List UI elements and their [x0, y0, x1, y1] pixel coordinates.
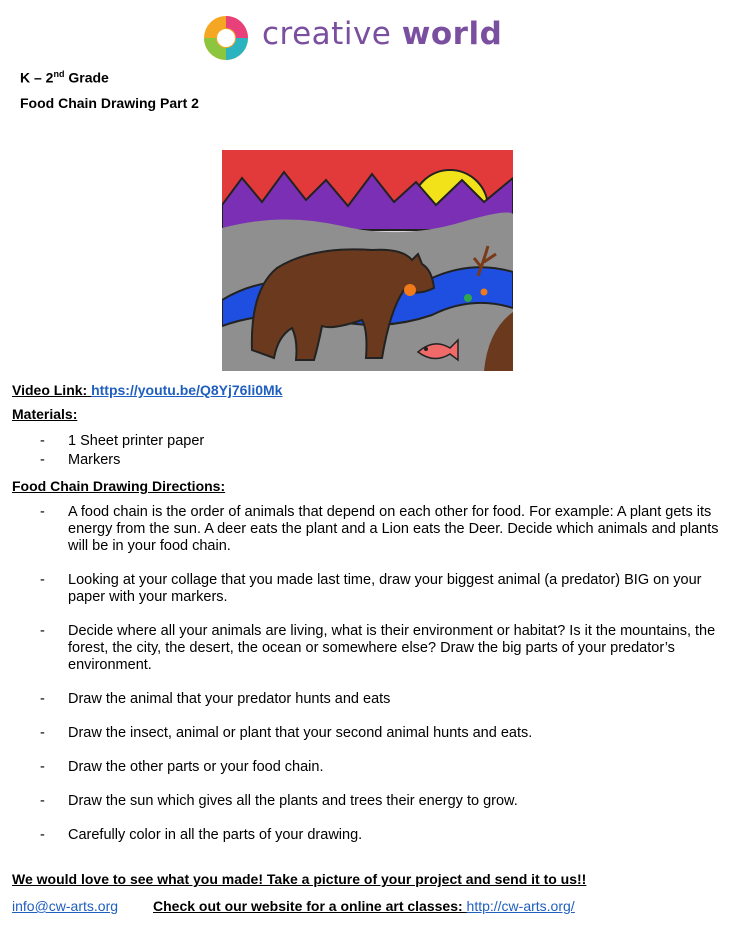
video-link-label: Video Link: [12, 382, 88, 398]
grade-level: K – 2nd Grade [20, 69, 109, 86]
website-line [153, 898, 575, 914]
directions-list [38, 504, 728, 861]
list-item: - Markers [38, 452, 728, 469]
bear-food-chain-artwork [222, 150, 513, 371]
materials-heading: Materials: [12, 406, 78, 422]
video-link-line [12, 382, 282, 398]
list-item: - A food chain is the order of animals that depend on each other for food. For example: A plant gets its energy from the sun. A deer eats the plant and a Lion eats the Deer. Decide which animals and plants will be in your food chain. [38, 504, 728, 555]
list-item: - 1 Sheet printer paper [38, 433, 728, 450]
creative-world-logo [196, 10, 546, 66]
email-link[interactable]: info@cw-arts.org [12, 898, 119, 914]
website-label: Check out our website for a online art classes: [153, 898, 467, 914]
directions-heading: Food Chain Drawing Directions: [12, 478, 226, 494]
page-title: Food Chain Drawing Part 2 [20, 95, 199, 111]
list-item: - Draw the insect, animal or plant that your second animal hunts and eats. [38, 725, 728, 742]
list-item: - Decide where all your animals are living, what is their environment or habitat? Is it the mountains, the forest, the city, the desert, the ocean or somewhere else? Draw the big parts of your predator’s environment. [38, 623, 728, 674]
list-item: - Draw the sun which gives all the plants and trees their energy to grow. [38, 793, 728, 810]
call-to-action: We would love to see what you made! Take a picture of your project and send it to us!! [12, 871, 587, 887]
logo-swirl-icon [196, 10, 256, 66]
list-item: - Draw the animal that your predator hunts and eats [38, 691, 728, 708]
video-link[interactable]: https://youtu.be/Q8Yj76li0Mk [91, 382, 283, 398]
website-link[interactable]: http://cw-arts.org/ [466, 898, 575, 914]
list-item: - Draw the other parts or your food chain. [38, 759, 728, 776]
materials-list [38, 433, 728, 471]
logo-wordmark: creative world [262, 16, 503, 52]
list-item: - Carefully color in all the parts of your drawing. [38, 827, 728, 844]
list-item: - Looking at your collage that you made last time, draw your biggest animal (a predator) BIG on your paper with your markers. [38, 572, 728, 606]
